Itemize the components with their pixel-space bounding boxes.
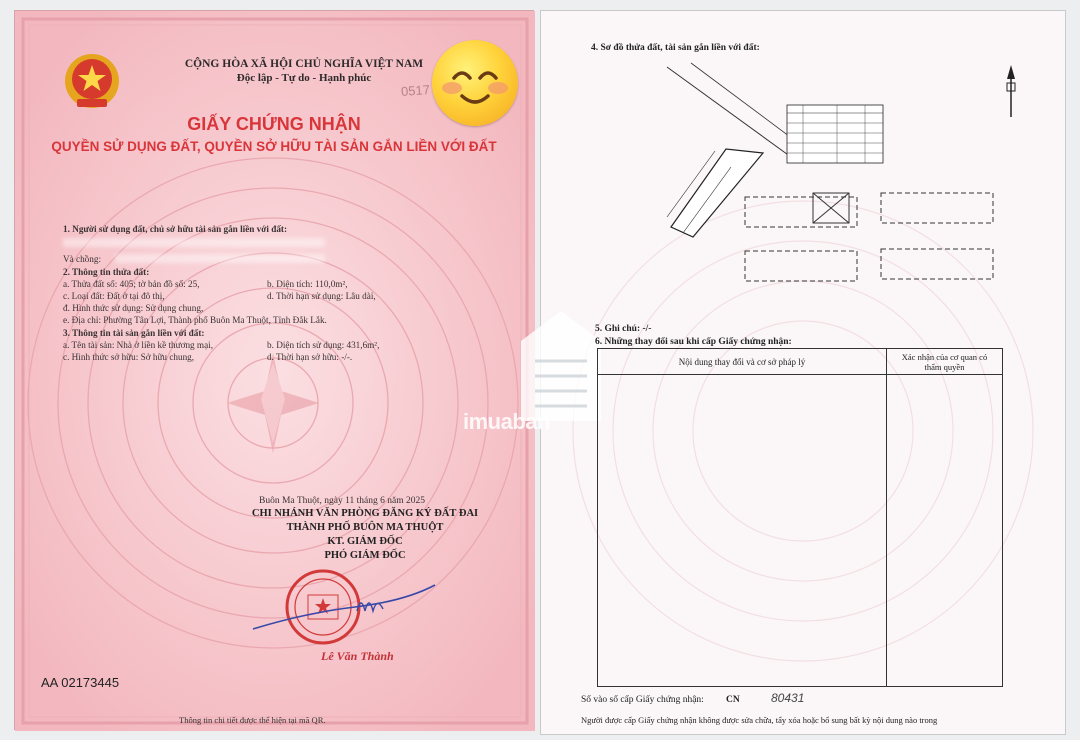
handwritten-signature bbox=[245, 571, 445, 641]
certificate-front-page bbox=[14, 10, 534, 730]
signer-name: Lê Văn Thành bbox=[321, 649, 394, 663]
watermark-text: imuaban bbox=[463, 409, 550, 434]
changes-authority-cell bbox=[887, 375, 1003, 687]
land-use-term: d. Thời hạn sử dụng: Lâu dài, bbox=[267, 291, 376, 301]
redacted-spouse-name bbox=[115, 254, 325, 263]
changes-col-authority-header: Xác nhận của cơ quan có thẩm quyền bbox=[887, 349, 1003, 375]
registry-number-handwritten: 80431 bbox=[771, 691, 805, 705]
registry-label: Số vào sổ cấp Giấy chứng nhận: bbox=[581, 695, 704, 705]
national-motto: Độc lập - Tự do - Hạnh phúc bbox=[236, 72, 372, 84]
registry-prefix: CN bbox=[726, 695, 740, 705]
section5-note: 5. Ghi chú: -/- bbox=[595, 324, 652, 334]
asset-name: a. Tên tài sản: Nhà ở liền kề thương mại, bbox=[63, 340, 214, 350]
national-emblem-icon bbox=[61, 51, 123, 113]
parcel-site-plan-diagram bbox=[581, 57, 1051, 287]
land-use-form: đ. Hình thức sử dụng: Sử dụng chung, bbox=[63, 303, 204, 313]
section6-heading: 6. Những thay đổi sau khi cấp Giấy chứng nhận: bbox=[595, 337, 792, 347]
section2-heading: 2. Thông tin thửa đất: bbox=[63, 267, 150, 277]
section1-heading: 1. Người sử dụng đất, chủ sở hữu tài sản gắn liền với đất: bbox=[63, 224, 288, 234]
ownership-term: d. Thời hạn sở hữu: -/-. bbox=[267, 352, 353, 362]
redacted-owner-name bbox=[63, 238, 325, 247]
signing-authority: KT. GIÁM ĐỐC bbox=[327, 536, 403, 547]
parcel-area: b. Diện tích: 110,0m², bbox=[267, 279, 348, 289]
section4-heading: 4. Sơ đồ thửa đất, tài sản gắn liền với đất: bbox=[591, 43, 760, 53]
certificate-serial: AA 02173445 bbox=[41, 675, 120, 690]
footer-note: Người được cấp Giấy chứng nhận không được sửa chữa, tẩy xóa hoặc bổ sung bất kỳ nội dung nào trong bbox=[581, 715, 938, 725]
section3-heading: 3. Thông tin tài sản gắn liền với đất: bbox=[63, 328, 205, 338]
asset-floor-area: b. Diện tích sử dụng: 431,6m², bbox=[267, 340, 380, 350]
issuing-office-line1: CHI NHÁNH VĂN PHÒNG ĐĂNG KÝ ĐẤT ĐAI bbox=[251, 508, 479, 519]
land-type: c. Loại đất: Đất ở tại đô thị, bbox=[63, 291, 165, 301]
ownership-form: c. Hình thức sở hữu: Sở hữu chung, bbox=[63, 352, 195, 362]
certificate-subtitle: QUYỀN SỬ DỤNG ĐẤT, QUYỀN SỞ HỮU TÀI SẢN GẮN LIỀN VỚI ĐẤT bbox=[51, 139, 497, 154]
changes-table bbox=[597, 348, 1003, 687]
certificate-title: GIẤY CHỨNG NHẬN bbox=[187, 114, 361, 134]
changes-content-cell bbox=[598, 375, 887, 687]
issue-date-line: Buôn Ma Thuột, ngày 11 tháng 6 năm 2025 bbox=[259, 496, 425, 506]
qr-note: Thông tin chi tiết được thể hiện tại mã QR. bbox=[179, 715, 326, 725]
parcel-address: e. Địa chỉ: Phường Tân Lợi, Thành phố Buôn Ma Thuột, Tỉnh Đắk Lắk. bbox=[63, 315, 327, 325]
parcel-number: a. Thửa đất số: 405; tờ bản đồ số: 25, bbox=[63, 279, 200, 289]
signer-title: PHÓ GIÁM ĐỐC bbox=[324, 550, 406, 561]
issuing-office-line2: THÀNH PHỐ BUÔN MA THUỘT bbox=[286, 522, 444, 533]
handwritten-number: 0517 bbox=[400, 82, 431, 99]
changes-col-content-header: Nội dung thay đổi và cơ sở pháp lý bbox=[598, 349, 887, 375]
national-header: CỘNG HÒA XÃ HỘI CHỦ NGHĨA VIỆT NAM bbox=[184, 58, 424, 70]
spouse-label: Và chồng: bbox=[63, 254, 102, 264]
certificate-back-page bbox=[463, 10, 1066, 735]
